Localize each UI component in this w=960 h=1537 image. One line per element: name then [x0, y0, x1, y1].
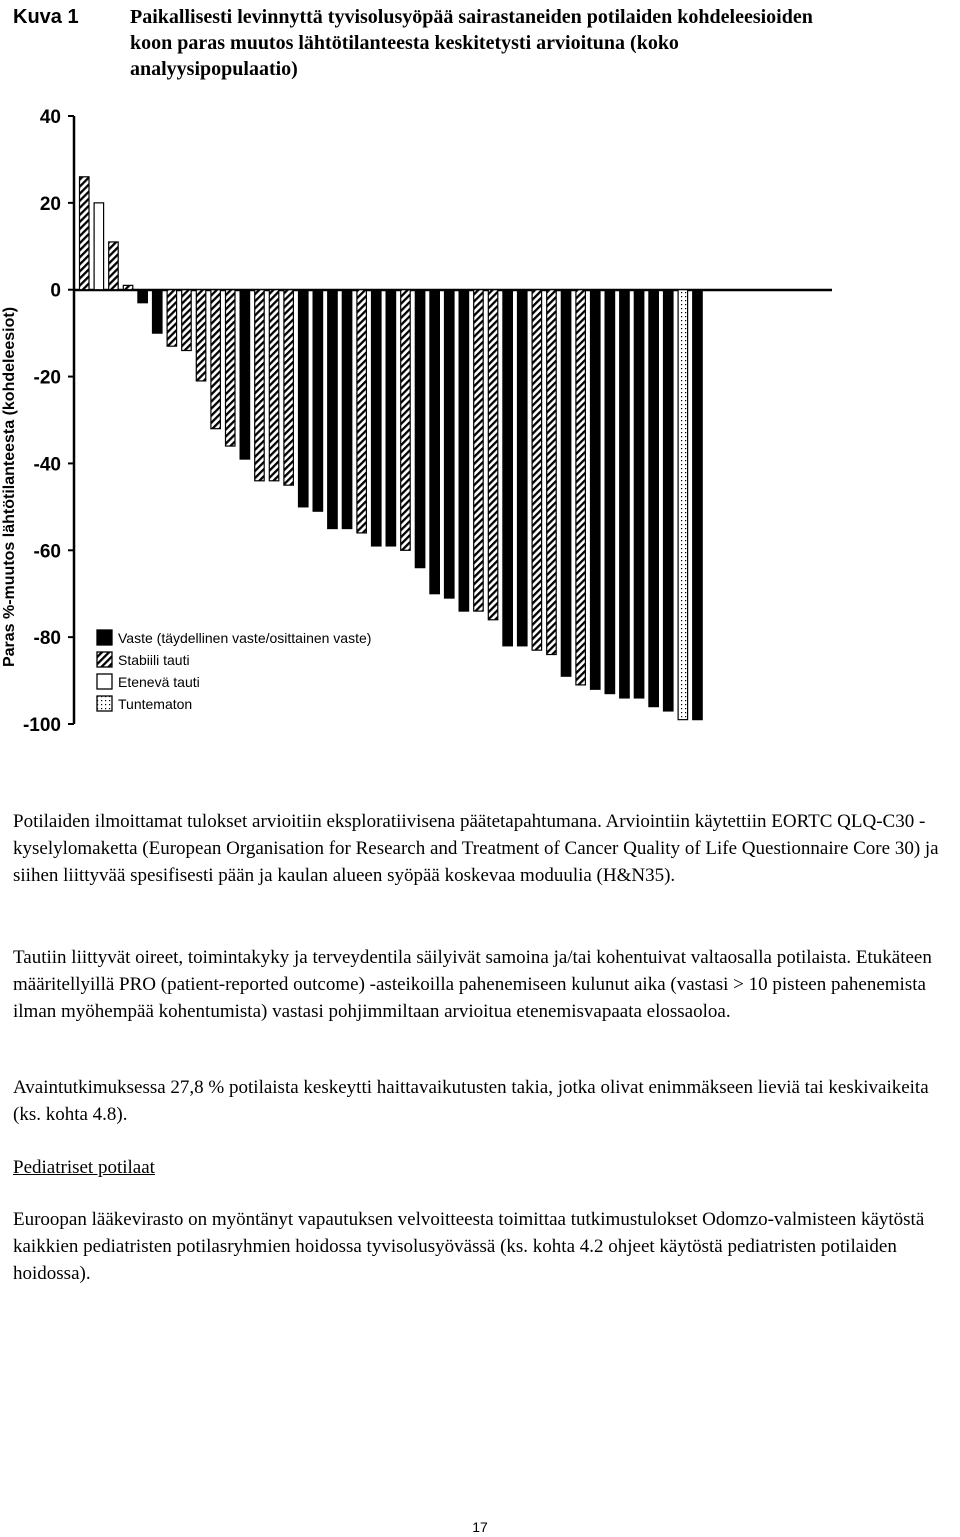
- paragraph-discontinuation: Avaintutkimuksessa 27,8 % potilaista keskeytti haittavaikutusten takia, jotka olivat enimmäkseen lieviä tai keskivaikeita (ks. kohta 4.8).: [13, 1077, 929, 1125]
- paragraph-pro: Potilaiden ilmoittamat tulokset arvioitiin eksploratiivisena päätetapahtumana. Arviointiin käytettiin EORTC QLQ-C30 -kyselylomaketta (European Organisation for Research and Treatment of Cancer Quality of Life Questionnaire Core 30) ja siihen liittyvää spesifisesti pään ja kaulan alueen syöpää koskevaa moduulia (H&N35).: [13, 811, 939, 886]
- page-number: 17: [472, 1519, 488, 1535]
- bar: [634, 290, 644, 698]
- pediatric-heading: Pediatriset potilaat: [13, 1157, 155, 1178]
- bar: [386, 290, 396, 546]
- figure-label: Kuva 1: [13, 6, 79, 28]
- y-tick-label: 0: [50, 280, 61, 302]
- bar: [459, 290, 469, 611]
- bar: [226, 290, 236, 446]
- bar: [518, 290, 528, 646]
- legend-label: Tuntematon: [118, 696, 193, 712]
- bar: [503, 290, 513, 646]
- y-tick-label: 40: [39, 107, 61, 128]
- bar: [299, 290, 309, 507]
- legend-swatch: [97, 696, 112, 711]
- bar: [284, 290, 294, 485]
- legend-label: Stabiili tauti: [118, 652, 190, 668]
- waterfall-chart: [0, 95, 960, 745]
- bar: [678, 290, 688, 720]
- bar: [532, 290, 542, 650]
- bar: [123, 285, 133, 289]
- bar: [576, 290, 586, 685]
- bar: [591, 290, 601, 690]
- figure-title: Paikallisesti levinnyttä tyvisolusyöpää sairastaneiden potilaiden kohdeleesioiden koon paras muutos lähtötilanteesta keskitetysti arvioituna (koko analyysipopulaatio): [130, 6, 813, 80]
- bar: [342, 290, 352, 529]
- bar: [372, 290, 382, 546]
- y-tick-label: -100: [22, 715, 61, 736]
- bar: [401, 290, 411, 551]
- bar: [357, 290, 367, 533]
- bar: [153, 290, 163, 333]
- bar: [328, 290, 338, 529]
- bar: [211, 290, 221, 429]
- y-tick-label: -80: [33, 628, 61, 650]
- bar: [664, 290, 674, 711]
- legend-swatch: [97, 652, 112, 667]
- bar: [109, 242, 119, 290]
- legend-swatch: [97, 630, 112, 645]
- bar: [269, 290, 279, 481]
- bar: [138, 290, 148, 303]
- bar: [474, 290, 484, 611]
- bar: [94, 203, 104, 290]
- legend-label: Vaste (täydellinen vaste/osittainen vaste): [118, 630, 372, 646]
- legend-swatch: [97, 674, 112, 689]
- y-tick-label: -40: [33, 454, 61, 476]
- bar: [547, 290, 557, 655]
- y-tick-label: -20: [33, 367, 61, 389]
- bar: [605, 290, 615, 694]
- bar: [488, 290, 498, 620]
- bar: [415, 290, 425, 568]
- paragraph-symptoms: Tautiin liittyvät oireet, toimintakyky ja terveydentila säilyivät samoina ja/tai kohentuivat valtaosalla potilaista. Etukäteen määritellyillä PRO (patient-reported outcome) -asteikoilla pahenemiseen kulunut aika (vastasi > 10 pisteen pahenemista ilman myöhempää kohentumista) vastasi pohjimmiltaan arvioitua etenemisvapaata elossaoloa.: [13, 947, 932, 1022]
- bar: [80, 177, 90, 290]
- bar: [620, 290, 630, 698]
- y-tick-label: -60: [33, 541, 61, 563]
- paragraph-pediatric: Euroopan lääkevirasto on myöntänyt vapautuksen velvoitteesta toimittaa tutkimustulokset Odomzo-valmisteen käytöstä kaikkien pediatristen potilasryhmien hoidossa tyvisolusyövässä (ks. kohta 4.2 ohjeet käytöstä pediatristen potilaiden hoidossa).: [13, 1209, 925, 1284]
- bar: [693, 290, 703, 720]
- bar: [167, 290, 177, 346]
- bar: [240, 290, 250, 459]
- bar: [649, 290, 659, 707]
- bar: [445, 290, 455, 598]
- bar: [430, 290, 440, 594]
- bar: [561, 290, 571, 677]
- legend-label: Etenevä tauti: [118, 674, 200, 690]
- bar: [196, 290, 206, 381]
- y-tick-label: 20: [39, 193, 61, 215]
- y-axis-label: Paras %-muutos lähtötilanteesta (kohdeleesiot): [1, 306, 18, 668]
- bar: [255, 290, 265, 481]
- bar: [182, 290, 192, 351]
- bar: [313, 290, 323, 511]
